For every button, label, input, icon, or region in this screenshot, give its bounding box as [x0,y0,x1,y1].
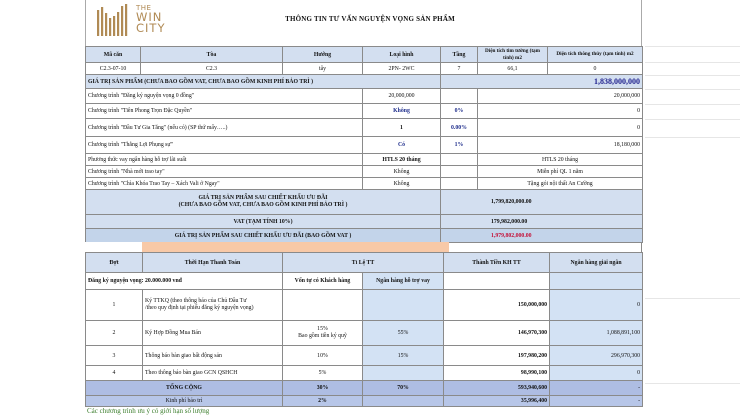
program-row [86,89,643,104]
direction: tây [283,63,363,75]
col-header-gross-area: Diện tích tim tường (tạm tính) m2 [478,47,548,63]
col-header-net-area: Diện tích thông thủy (tạm tính) m2 [548,47,643,63]
logo-text-win: WIN [136,9,163,24]
program-row [86,154,643,166]
col-header-phase: Đợt [86,253,143,273]
col-header-amount: Thành Tiền KH TT [444,253,550,273]
program-value: 0 [478,119,643,137]
program-label: Chương trình "Tiên Phong Trọn Đặc Quyền" [86,104,363,119]
program-label: Chương trình "Đầu Tư Gia Tăng" (nếu có) (SP thứ mấy…..) [86,119,363,137]
payment-own: 10% [283,346,363,366]
payment-bank: 1,088,891,100 [550,321,643,346]
gridline [645,383,740,384]
maintenance-loan [363,396,444,407]
col-header-ratio: Tỉ Lệ TT [283,253,444,273]
unit-header-row [86,47,643,63]
payment-loan: 15% [363,346,444,366]
payment-desc [143,290,283,321]
price-section-label: GIÁ TRỊ SẢN PHẨM (CHƯA BAO GỒM VAT, CHƯA BAO GỒM KINH PHÍ BẢO TRÌ ) [86,75,441,89]
program-rate [441,89,478,104]
program-rate: 0% [441,104,478,119]
unit-pricing-table [85,46,643,243]
program-row [86,137,643,154]
program-row [86,178,643,190]
vat-value: 179,982,000.00 [441,215,643,229]
program-label: Chương trình "Chìa Khóa Trao Tay – Xách Vali ở Ngay" [86,178,363,190]
after-discount-label-line1: GIÁ TRỊ SẢN PHẨM SAU CHIẾT KHẤU ƯU ĐÃI [198,194,328,201]
payment-bank: 0 [550,290,643,321]
program-option[interactable]: 1 [363,119,441,137]
program-label: Chương trình "Thắng Lợi Phụng sự" [86,137,363,154]
program-value: Tặng gói nội thất An Cường [478,178,643,190]
payment-bank: 0 [550,366,643,381]
incl-vat-row [86,229,643,243]
price-section-row [86,75,643,89]
program-value: Miễn phí QL 1 năm [478,166,643,178]
program-row [86,119,643,137]
maintenance-bank: - [550,396,643,407]
payment-amount: 150,000,000 [444,290,550,321]
program-row [86,104,643,119]
after-discount-label-line2: (CHƯA BAO GỒM VAT, CHƯA BAO GỒM KINH PHÍ BẢO TRÌ ) [178,202,348,208]
payment-desc-line2: /theo quy định tại phiếu đăng ký nguyện vọng) [145,305,254,311]
col-header-direction: Hướng [283,47,363,63]
payment-amount: 197,980,200 [444,346,550,366]
payment-phase: 4 [86,366,143,381]
gridline [645,89,740,90]
total-bank: - [550,381,643,396]
payment-desc-line1: Ký TTKQ (theo thông báo của Chủ Đầu Tư [145,297,247,304]
total-own: 30% [283,381,363,396]
payment-phase: 2 [86,321,143,346]
col-header-unit-code: Mã căn [86,47,141,63]
footer-note: Các chương trình ưu ý có giới hạn số lượng [87,407,210,415]
spacer-cell [449,242,642,252]
page-title: THÔNG TIN TƯ VẤN NGUYỆN VỌNG SẢN PHẨM [285,15,455,23]
program-option[interactable]: Không [363,178,441,190]
logo-text-city: CITY [136,20,166,35]
price-section-value: 1,838,000,000 [441,75,643,89]
payment-desc: Thông báo bàn giao bất động sản [143,346,283,366]
payment-own-note: Bao gồm tiền ký quỹ [298,333,347,339]
peach-band [142,242,449,252]
vat-row [86,215,643,229]
payment-phase: 1 [86,290,143,321]
unit-type: 2PN- 2WC [363,63,441,75]
payment-amount: 98,990,100 [444,366,550,381]
payment-row [86,366,643,381]
col-header-type: Loại hình [363,47,441,63]
col-header-building: Tòa [141,47,283,63]
gridline [645,137,740,138]
payment-row [86,321,643,346]
col-header-bank: Ngân hàng giải ngân [550,253,643,273]
deposit-note: Đăng ký nguyện vọng: 20.000.000 vnđ [86,273,283,290]
program-value: 0 [478,104,643,119]
empty-cell [444,273,550,290]
total-row [86,381,643,396]
total-label: TỔNG CỘNG [86,381,283,396]
program-value: 18,180,000 [478,137,643,154]
unit-code: C2.3-07-10 [86,63,141,75]
gross-area: 66,1 [478,63,548,75]
unit-row [86,63,643,75]
payment-own: 5% [283,366,363,381]
col-header-own-capital: Vốn tự có Khách hàng [283,273,363,290]
incl-vat-value: 1,979,802,000.00 [441,229,643,243]
program-option[interactable]: HTLS 20 tháng [363,154,441,166]
payment-phase: 3 [86,346,143,366]
payment-amount: 146,970,300 [444,321,550,346]
program-option[interactable]: Có [363,137,441,154]
payment-row [86,290,643,321]
payment-loan [363,366,444,381]
maintenance-own: 2% [283,396,363,407]
gridline [645,46,740,47]
maintenance-label: Kinh phí bảo trì [86,396,283,407]
col-header-bank-loan: Ngân hàng hỗ trợ vay [363,273,444,290]
payment-bank: 296,970,300 [550,346,643,366]
program-value: HTLS 20 tháng [478,154,643,166]
total-amount: 593,940,600 [444,381,550,396]
logo-bars-icon [96,4,132,40]
program-row [86,166,643,178]
after-discount-row [86,190,643,215]
incl-vat-label: GIÁ TRỊ SẢN PHẨM SAU CHIẾT KHẤU ƯU ĐÃI (BAO GỒM VAT ) [86,229,441,243]
total-loan: 70% [363,381,444,396]
payment-desc: Ký Hợp Đồng Mua Bán [143,321,283,346]
program-rate: 1% [441,137,478,154]
vat-label: VAT (TẠM TÍNH 10%) [86,215,441,229]
program-label: Chương trình "Đăng ký nguyện vọng 0 đồng" [86,89,363,104]
payment-own [283,321,363,346]
program-option[interactable]: Không [363,166,441,178]
col-header-floor: Tầng [441,47,478,63]
maintenance-row [86,396,643,407]
maintenance-amount: 35,996,400 [444,396,550,407]
net-area: 0 [548,63,643,75]
program-option[interactable]: Không [363,104,441,119]
gridline [645,119,740,120]
program-option[interactable]: 20,000,000 [363,89,441,104]
payment-header-row [86,253,643,273]
payment-desc: Theo thông báo bàn giao GCN QSHCH [143,366,283,381]
logo-text-the: THE [136,4,152,12]
col-header-deadline: Thời Hạn Thanh Toán [143,253,283,273]
empty-cell [550,273,643,290]
program-rate [441,166,478,178]
program-rate [441,178,478,190]
program-label: Phương thức vay ngân hàng hỗ trợ lãi suất [86,154,363,166]
payment-own [283,290,363,321]
program-label: Chương trình "Nhà mới trao tay" [86,166,363,178]
payment-own-value: 15% [317,325,328,332]
payment-row [86,346,643,366]
logo [96,2,186,42]
gridline [645,298,740,299]
after-discount-label [86,190,441,215]
gridline [645,75,740,76]
gridline [645,62,740,63]
program-rate: 0.00% [441,119,478,137]
program-rate [441,154,478,166]
building: C2.3 [141,63,283,75]
payment-subheader-row [86,273,643,290]
gridline [645,104,740,105]
spacer-cell [85,242,142,252]
payment-schedule-table [85,252,643,407]
program-value: 20,000,000 [478,89,643,104]
payment-loan: 55% [363,321,444,346]
payment-loan [363,290,444,321]
after-discount-value: 1,799,820,000.00 [441,190,643,215]
floor: 7 [441,63,478,75]
